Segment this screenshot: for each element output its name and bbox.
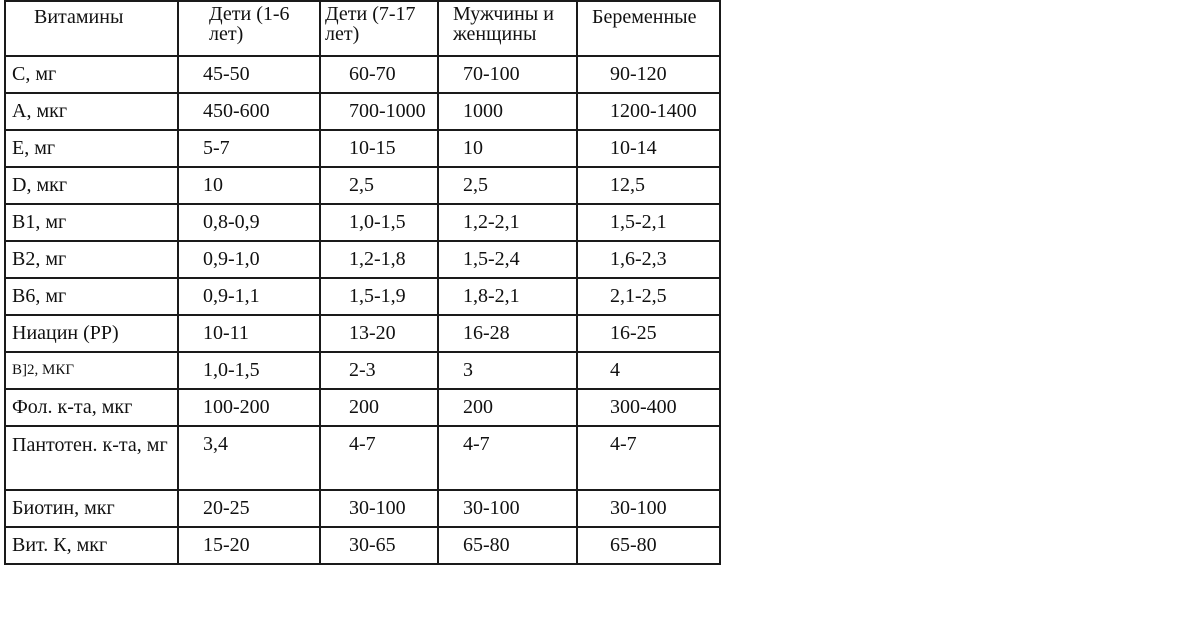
children-1-6-cell: 5-7 <box>178 130 320 167</box>
adults-cell: 1000 <box>438 93 577 130</box>
children-1-6-cell: 100-200 <box>178 389 320 426</box>
adults-cell: 1,8-2,1 <box>438 278 577 315</box>
pregnant-cell: 90-120 <box>577 56 720 93</box>
children-1-6-cell: 0,9-1,1 <box>178 278 320 315</box>
vitamin-name-cell: С, мг <box>5 56 178 93</box>
pregnant-cell: 2,1-2,5 <box>577 278 720 315</box>
vitamin-name-cell: Вит. К, мкг <box>5 527 178 564</box>
adults-cell: 200 <box>438 389 577 426</box>
adults-cell: 70-100 <box>438 56 577 93</box>
table-row <box>5 56 720 93</box>
pregnant-cell: 1,5-2,1 <box>577 204 720 241</box>
table-row <box>5 130 720 167</box>
table-row <box>5 490 720 527</box>
table-row <box>5 93 720 130</box>
pregnant-cell: 4 <box>577 352 720 389</box>
children-1-6-cell: 1,0-1,5 <box>178 352 320 389</box>
vitamin-name-cell: В2, мг <box>5 241 178 278</box>
pregnant-cell: 1,6-2,3 <box>577 241 720 278</box>
vitamin-name-cell: А, мкг <box>5 93 178 130</box>
children-1-6-cell: 15-20 <box>178 527 320 564</box>
children-1-6-cell: 450-600 <box>178 93 320 130</box>
pregnant-cell: 300-400 <box>577 389 720 426</box>
pregnant-cell: 16-25 <box>577 315 720 352</box>
vitamin-name-cell: В]2, МКГ <box>5 352 178 389</box>
table-row <box>5 167 720 204</box>
table-header-row <box>5 1 720 56</box>
children-7-17-cell: 2,5 <box>320 167 438 204</box>
children-7-17-cell: 60-70 <box>320 56 438 93</box>
header-cell-pregnant: Беременные <box>577 1 720 56</box>
vitamin-name-cell: В1, мг <box>5 204 178 241</box>
children-1-6-cell: 45-50 <box>178 56 320 93</box>
header-cell-vitamins: Витамины <box>5 1 178 56</box>
vitamin-name-cell: D, мкг <box>5 167 178 204</box>
children-1-6-cell: 0,9-1,0 <box>178 241 320 278</box>
adults-cell: 10 <box>438 130 577 167</box>
header-cell-adults: Мужчины и женщины <box>438 1 577 56</box>
adults-cell: 4-7 <box>438 426 577 490</box>
pregnant-cell: 65-80 <box>577 527 720 564</box>
children-1-6-cell: 10 <box>178 167 320 204</box>
children-7-17-cell: 13-20 <box>320 315 438 352</box>
vitamin-name-cell: Фол. к-та, мкг <box>5 389 178 426</box>
table-body <box>5 56 720 564</box>
children-7-17-cell: 200 <box>320 389 438 426</box>
adults-cell: 16-28 <box>438 315 577 352</box>
pregnant-cell: 1200-1400 <box>577 93 720 130</box>
children-7-17-cell: 1,0-1,5 <box>320 204 438 241</box>
header-cell-children-1-6: Дети (1-6 лет) <box>178 1 320 56</box>
children-7-17-cell: 10-15 <box>320 130 438 167</box>
vitamin-name-cell: Ниацин (РР) <box>5 315 178 352</box>
children-7-17-cell: 2-3 <box>320 352 438 389</box>
children-1-6-cell: 10-11 <box>178 315 320 352</box>
children-7-17-cell: 1,2-1,8 <box>320 241 438 278</box>
children-7-17-cell: 30-65 <box>320 527 438 564</box>
children-1-6-cell: 0,8-0,9 <box>178 204 320 241</box>
vitamin-norms-table <box>4 0 721 565</box>
vitamin-name-cell: Е, мг <box>5 130 178 167</box>
table-row <box>5 278 720 315</box>
children-7-17-cell: 700-1000 <box>320 93 438 130</box>
table-row <box>5 241 720 278</box>
children-1-6-cell: 3,4 <box>178 426 320 490</box>
adults-cell: 65-80 <box>438 527 577 564</box>
table-row <box>5 315 720 352</box>
adults-cell: 1,2-2,1 <box>438 204 577 241</box>
adults-cell: 1,5-2,4 <box>438 241 577 278</box>
table-row <box>5 352 720 389</box>
adults-cell: 3 <box>438 352 577 389</box>
table-row <box>5 527 720 564</box>
vitamin-name-cell: В6, мг <box>5 278 178 315</box>
children-7-17-cell: 4-7 <box>320 426 438 490</box>
children-1-6-cell: 20-25 <box>178 490 320 527</box>
adults-cell: 30-100 <box>438 490 577 527</box>
pregnant-cell: 30-100 <box>577 490 720 527</box>
vitamin-name-cell: Пантотен. к-та, мг <box>5 426 178 490</box>
children-7-17-cell: 1,5-1,9 <box>320 278 438 315</box>
header-cell-children-7-17: Дети (7-17 лет) <box>320 1 438 56</box>
pregnant-cell: 4-7 <box>577 426 720 490</box>
adults-cell: 2,5 <box>438 167 577 204</box>
pregnant-cell: 12,5 <box>577 167 720 204</box>
vitamin-name-cell: Биотин, мкг <box>5 490 178 527</box>
table-row <box>5 426 720 490</box>
table-row <box>5 389 720 426</box>
table-row <box>5 204 720 241</box>
pregnant-cell: 10-14 <box>577 130 720 167</box>
children-7-17-cell: 30-100 <box>320 490 438 527</box>
